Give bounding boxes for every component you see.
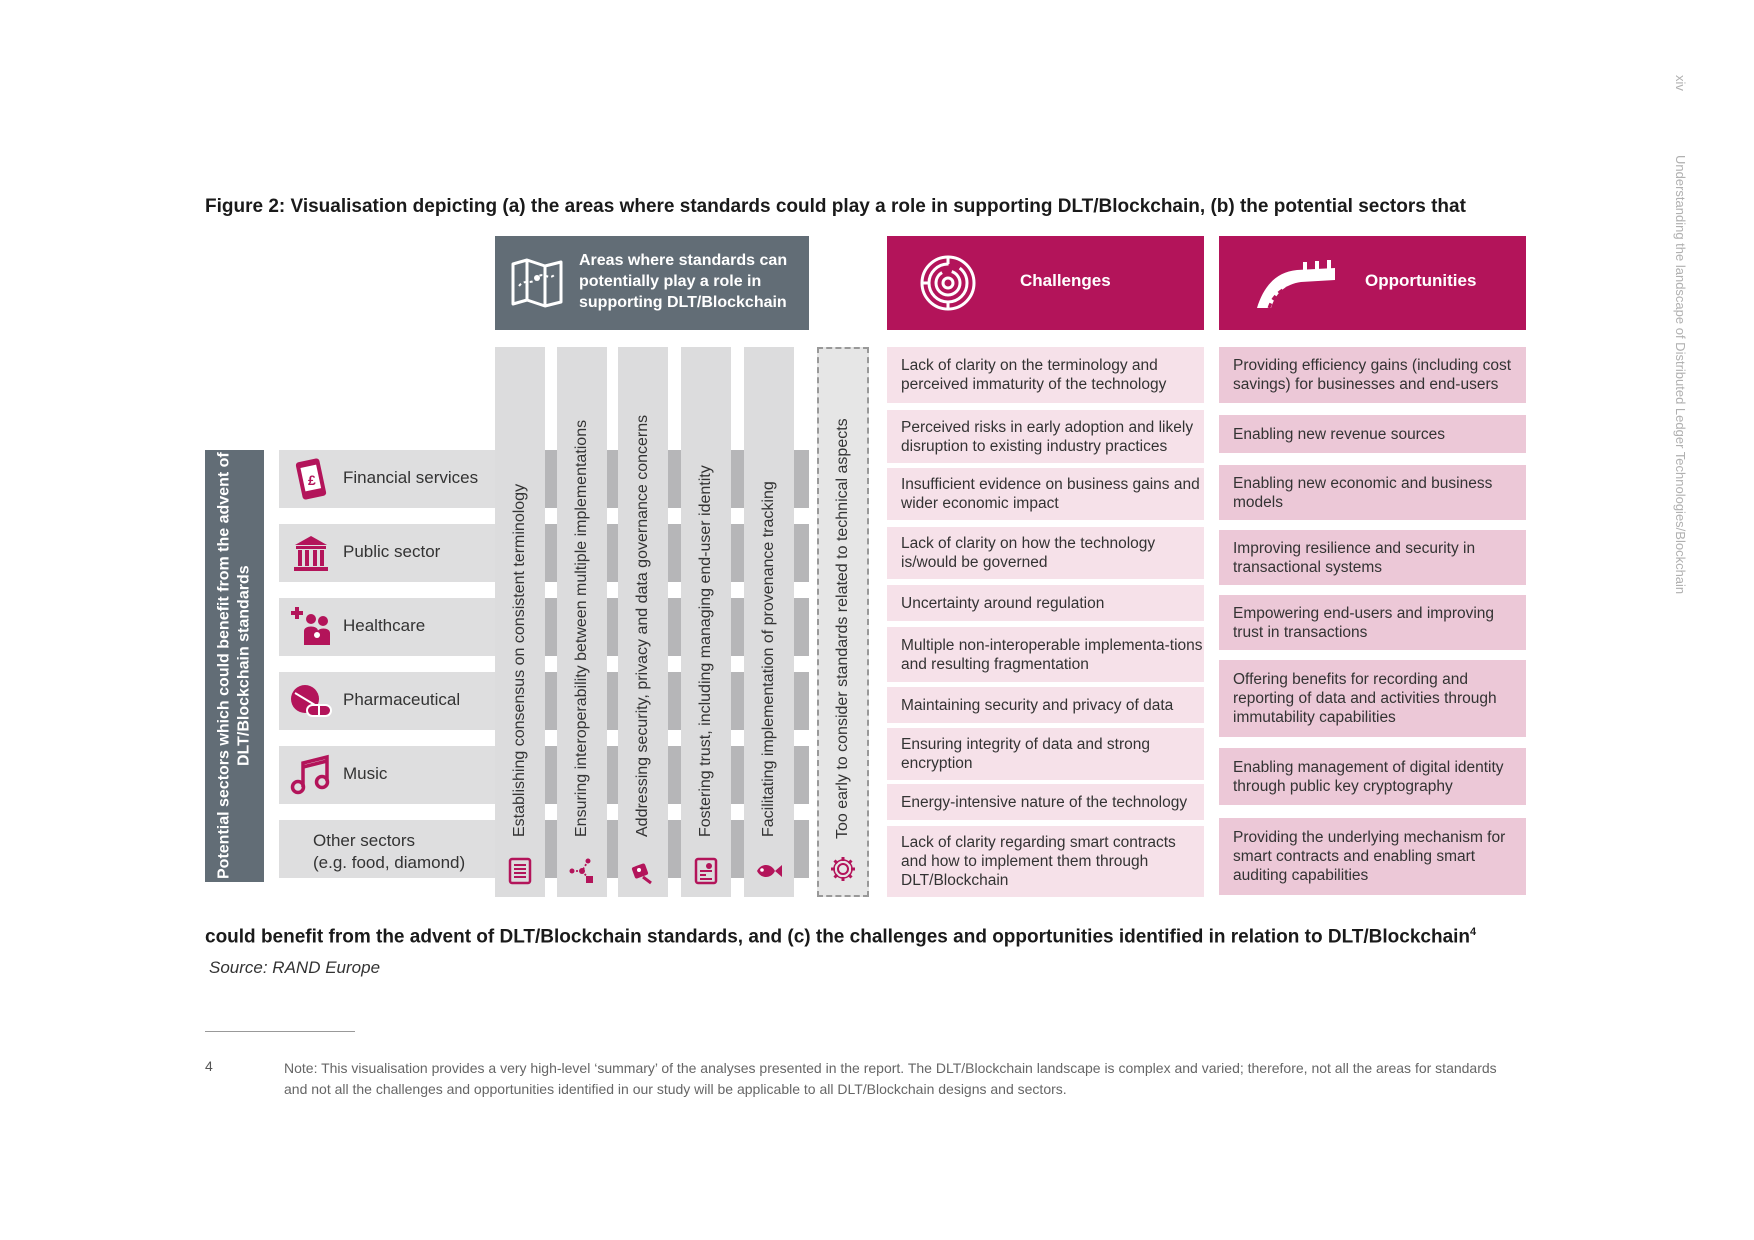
running-title: Understanding the landscape of Distributed Ledger Technologies/Blockchain	[1673, 155, 1688, 595]
challenge-item: Ensuring integrity of data and strong encryption	[887, 728, 1204, 780]
sector-name-cell	[279, 524, 495, 582]
figure-title-line2	[205, 926, 1476, 948]
sector-name-cell	[279, 450, 495, 508]
maze-icon	[919, 254, 977, 312]
footnote-divider	[205, 1031, 355, 1032]
opportunity-item: Enabling new revenue sources	[1219, 415, 1526, 453]
challenge-item: Maintaining security and privacy of data	[887, 687, 1204, 723]
area-column-terminology	[495, 347, 545, 897]
page-number: xiv	[1673, 75, 1688, 91]
area-column-provenance	[744, 347, 794, 897]
figure-title-line1: Figure 2: Visualisation depicting (a) the areas where standards could play a role in supporting DLT/Blockchain, (b) the potential sectors that	[205, 196, 1466, 217]
challenge-item: Lack of clarity regarding smart contracts and how to implement them through DLT/Blockchain	[887, 826, 1204, 897]
sector-name: Other sectors (e.g. food, diamond)	[313, 831, 466, 872]
fish-tag-icon	[755, 857, 783, 885]
network-icon	[568, 857, 596, 885]
footnote-number: 4	[205, 1058, 213, 1074]
sector-name-cell	[279, 746, 495, 804]
opportunity-item: Providing the underlying mechanism for smart contracts and enabling smart auditing capabilities	[1219, 818, 1526, 895]
footnote-ref: 4	[1470, 926, 1477, 938]
area-label: Ensuring interoperability between multiple implementations	[573, 419, 590, 837]
challenges-header	[887, 236, 1204, 330]
sector-name: Public sector	[343, 542, 441, 561]
sector-name-cell	[279, 820, 495, 878]
area-column-too-early	[817, 347, 869, 897]
footnote-text: Note: This visualisation provides a very high-level ‘summary’ of the analyses presented in the report. The DLT/Blockchain landscape is complex and varied; therefore, not all the areas for standards and not all the challenges and opportunities identified in our study will be applicable to all DLT/Blockchain designs and sectors.	[284, 1060, 1497, 1097]
figure-title-line2-text: could benefit from the advent of DLT/Blockchain standards, and (c) the challenges and opportunities identified in relation to DLT/Blockchain	[205, 926, 1471, 948]
area-column-interoperability	[557, 347, 607, 897]
opportunities-header	[1219, 236, 1526, 330]
sector-name: Financial services	[343, 468, 479, 487]
sector-name: Music	[343, 764, 388, 783]
sector-name-cell	[279, 672, 495, 730]
challenge-item: Perceived risks in early adoption and likely disruption to existing industry practices	[887, 410, 1204, 463]
mobile-pound-icon	[289, 457, 333, 501]
opportunity-item: Providing efficiency gains (including cost savings) for businesses and end-users	[1219, 347, 1526, 403]
area-label: Establishing consensus on consistent terminology	[511, 483, 528, 837]
sector-name-cell	[279, 598, 495, 656]
opportunity-item: Offering benefits for recording and reporting of data and activities through immutability capabilities	[1219, 660, 1526, 737]
sectors-band-label: Potential sectors which could benefit from the advent of DLT/Blockchain standards	[215, 452, 253, 880]
opportunity-item: Improving resilience and security in transactional systems	[1219, 530, 1526, 585]
challenge-item: Multiple non-interoperable implementa-tions and resulting fragmentation	[887, 627, 1204, 682]
challenge-item: Lack of clarity on the terminology and perceived immaturity of the technology	[887, 347, 1204, 403]
area-label: Facilitating implementation of provenance tracking	[760, 481, 777, 837]
opportunity-item: Empowering end-users and improving trust in transactions	[1219, 595, 1526, 650]
opportunities-header-text: Opportunities	[1365, 271, 1477, 290]
family-health-icon	[289, 605, 333, 649]
areas-header-text: Areas where standards can potentially play a role in supporting DLT/Blockchain	[579, 252, 788, 311]
government-building-icon	[289, 531, 333, 575]
svg-text:£: £	[308, 472, 316, 488]
opportunity-item: Enabling new economic and business models	[1219, 465, 1526, 520]
side-running-header	[1668, 75, 1688, 695]
dictionary-icon	[506, 857, 534, 885]
map-icon	[509, 256, 565, 310]
area-column-trust	[681, 347, 731, 897]
areas-header	[495, 236, 809, 330]
music-note-icon	[289, 753, 333, 797]
area-column-security	[618, 347, 668, 897]
area-label: Fostering trust, including managing end-user identity	[697, 465, 714, 837]
gear-icon	[829, 855, 857, 883]
figure-source: Source: RAND Europe	[209, 958, 381, 977]
area-label: Too early to consider standards related to technical aspects	[834, 418, 851, 839]
sector-name: Healthcare	[343, 616, 426, 635]
opportunity-item: Enabling management of digital identity through public key cryptography	[1219, 748, 1526, 805]
padlock-icon	[629, 857, 657, 885]
challenges-header-text: Challenges	[1020, 271, 1111, 290]
challenge-item: Insufficient evidence on business gains and wider economic impact	[887, 468, 1204, 520]
id-card-icon	[692, 857, 720, 885]
area-label: Addressing security, privacy and data governance concerns	[634, 414, 651, 837]
sectors-band	[205, 450, 264, 882]
road-bridge-icon	[1255, 260, 1335, 310]
sector-name: Pharmaceutical	[343, 690, 461, 709]
pills-icon	[289, 679, 333, 723]
challenge-item: Uncertainty around regulation	[887, 585, 1204, 621]
challenge-item: Energy-intensive nature of the technology	[887, 784, 1204, 820]
challenge-item: Lack of clarity on how the technology is/would be governed	[887, 527, 1204, 579]
